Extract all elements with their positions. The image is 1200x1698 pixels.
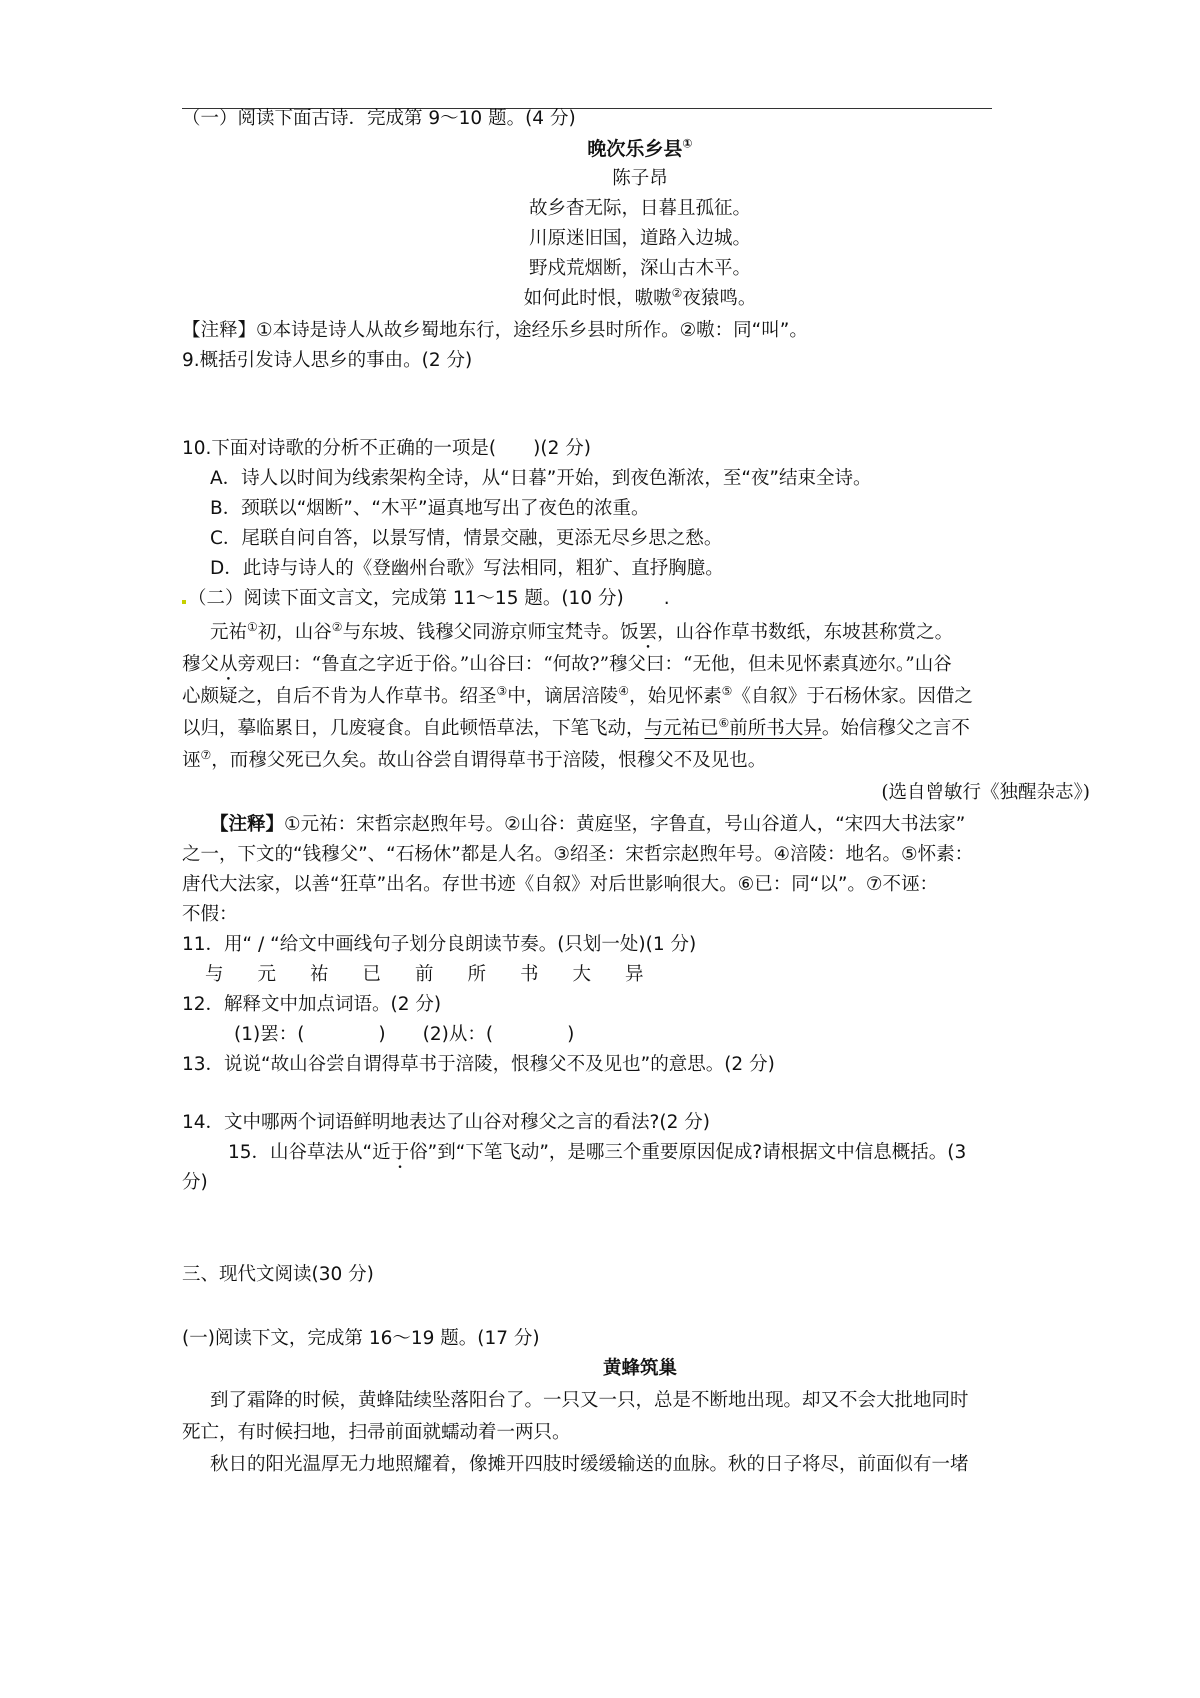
- section-2-heading: [182, 586, 670, 612]
- q15-text: 15．山谷草法从“近: [228, 1142, 391, 1163]
- passage-source: (选自曾敏行《独醒杂志》): [881, 782, 1090, 803]
- essay-line-3: 秋日的阳光温厚无力地照耀着，像摊开四肢时缓缓输送的血脉。秋的日子将尽，前面似有一堵: [210, 1454, 969, 1475]
- edit-mark: [182, 600, 186, 604]
- passage-text: 与东坡、钱穆父同游京师宝梵寺。饭: [342, 622, 639, 643]
- poem-line-4: [0, 286, 1200, 312]
- section-1-heading: （一）阅读下面古诗．完成第 9～10 题。(4 分): [182, 108, 576, 129]
- footnote-marker: ⑤: [721, 683, 733, 698]
- poem-line-1: 故乡杳无际，日暮且孤征。: [528, 198, 751, 219]
- footnote-marker: ④: [618, 683, 630, 698]
- q15-text: 俗”到“下笔飞动”，是哪三个重要原因促成?请根据文中信息概括。(3: [409, 1142, 967, 1163]
- essay-line-1: 到了霜降的时候，黄蜂陆续坠落阳台了。一只又一只，总是不断地出现。却又不会大批地同时: [210, 1390, 969, 1411]
- passage-text: 诬: [182, 750, 201, 771]
- passage-text: 以归，摹临累日，几废寝食。自此顿悟草法，下笔飞动，: [182, 718, 645, 739]
- passage-line-5: [182, 748, 766, 774]
- q11-sentence-chars: 与元祐已前所书大异: [205, 964, 678, 985]
- essay-line-2: 死亡，有时候扫地，扫帚前面就蠕动着一两只。: [182, 1422, 571, 1443]
- passage-text: ，山谷作草书数纸，东坡甚称赏之。: [657, 622, 954, 643]
- footnote-marker: ⑦: [200, 747, 212, 762]
- passage-text: 《自叙》于石杨休家。因借之: [732, 686, 973, 707]
- footnote-marker: ③: [496, 683, 508, 698]
- poem-line-2: 川原迷旧国，道路入边城。: [528, 228, 751, 249]
- question-13: 13．说说“故山谷尝自谓得草书于涪陵，恨穆父不及见也”的意思。(2 分): [182, 1054, 775, 1075]
- dotted-word: 罢: [638, 622, 658, 643]
- poem-title-note: ①: [682, 136, 693, 151]
- notes-2-line-1: [210, 812, 965, 838]
- question-9: 9.概括引发诗人思乡的事由。(2 分): [182, 350, 473, 371]
- footnote-marker: ②: [331, 619, 343, 634]
- question-11: 11．用“ / “给文中画线句子划分良朗读节奏。(只划一处)(1 分): [182, 934, 697, 955]
- poem-author: 陈子昂: [612, 168, 668, 189]
- poem-line-4-note: ②: [671, 285, 683, 300]
- notes-2-text: ①元祐：宋哲宗赵煦年号。②山谷：黄庭坚，字鲁直，号山谷道人，“宋四大书法家”: [284, 814, 966, 835]
- poem-title: [0, 136, 1200, 162]
- q10-option-b: B．颈联以“烟断”、“木平”逼真地写出了夜色的浓重。: [210, 498, 650, 519]
- passage-text: 元祐: [210, 622, 248, 643]
- poem-title-text: 晚次乐乡县: [587, 138, 683, 160]
- passage-line-4: [182, 716, 970, 742]
- passage-text: 穆父: [182, 654, 220, 675]
- passage-line-1: [210, 620, 953, 653]
- footnote-marker: ⑥: [718, 715, 730, 730]
- underlined-text: 与元祐已: [644, 718, 719, 739]
- question-12: 12．解释文中加点词语。(2 分): [182, 994, 442, 1015]
- poem-line-3: 野戍荒烟断，深山古木平。: [528, 258, 751, 279]
- essay-title: 黄蜂筑巢: [602, 1358, 677, 1379]
- passage-text: 中，谪居涪陵: [507, 686, 619, 707]
- notes-2-line-3: 唐代大法家，以善“狂草”出名。存世书迹《自叙》对后世影响很大。⑥已：同“以”。⑦不诬：: [182, 874, 939, 895]
- footnote-marker: ①: [247, 619, 258, 634]
- passage-text: 旁观曰：“鲁直之字近于俗。”山谷曰：“何故?”穆父曰：“无他，但未见怀素真迹尔。”山谷: [237, 654, 952, 675]
- notes-2-label: 【注释】: [210, 814, 285, 835]
- passage-line-2: [182, 652, 952, 685]
- q12-items: (1)罢：( ) (2)从：( ): [234, 1024, 575, 1045]
- dotted-word: 从: [219, 654, 238, 675]
- passage-text: ，始见怀素: [629, 686, 722, 707]
- dotted-word: 于: [390, 1142, 410, 1163]
- underlined-sentence: [644, 715, 822, 739]
- passage-text: 心颇疑之，自后不肯为人作草书。绍圣: [182, 686, 497, 707]
- question-14: 14．文中哪两个词语鲜明地表达了山谷对穆父之言的看法?(2 分): [182, 1112, 710, 1133]
- notes-2-line-2: 之一，下文的“钱穆父”、“石杨休”都是人名。③绍圣：宋哲宗赵煦年号。④涪陵：地名。⑤怀素：: [182, 844, 974, 865]
- section-3-heading: 三、现代文阅读(30 分): [182, 1264, 374, 1285]
- q10-option-d: D．此诗与诗人的《登幽州台歌》写法相同，粗犷、直抒胸臆。: [210, 558, 724, 579]
- poem-notes: 【注释】①本诗是诗人从故乡蜀地东行，途经乐乡县时所作。②嗷：同“叫”。: [182, 320, 808, 341]
- section-3a-heading: (一)阅读下文，完成第 16～19 题。(17 分): [182, 1328, 540, 1349]
- poem-line-4-a: 如何此时恨，嗷嗷: [523, 288, 672, 309]
- question-15: [228, 1140, 966, 1173]
- q10-option-a: A．诗人以时间为线索架构全诗，从“日暮”开始，到夜色渐浓，至“夜”结束全诗。: [210, 468, 872, 489]
- passage-text: 。始信穆父之言不: [821, 718, 970, 739]
- passage-line-3: [182, 684, 973, 710]
- notes-2-line-4: 不假：: [182, 904, 238, 925]
- underlined-text: 前所书大异: [729, 718, 822, 739]
- section-2-heading-tail: .: [663, 588, 670, 609]
- passage-text: ，而穆父死已久矣。故山谷尝自谓得草书于涪陵，恨穆父不及见也。: [211, 750, 767, 771]
- q10-option-c: C．尾联自问自答，以景写情，情景交融，更添无尽乡思之愁。: [210, 528, 723, 549]
- question-15-tail: 分): [182, 1172, 208, 1193]
- poem-line-4-b: 夜猿鸣。: [682, 288, 757, 309]
- passage-text: 初，山谷: [257, 622, 332, 643]
- section-2-heading-text: （二）阅读下面文言文，完成第 11～15 题。(10 分): [188, 588, 624, 609]
- question-10: 10.下面对诗歌的分析不正确的一项是( )(2 分): [182, 438, 591, 459]
